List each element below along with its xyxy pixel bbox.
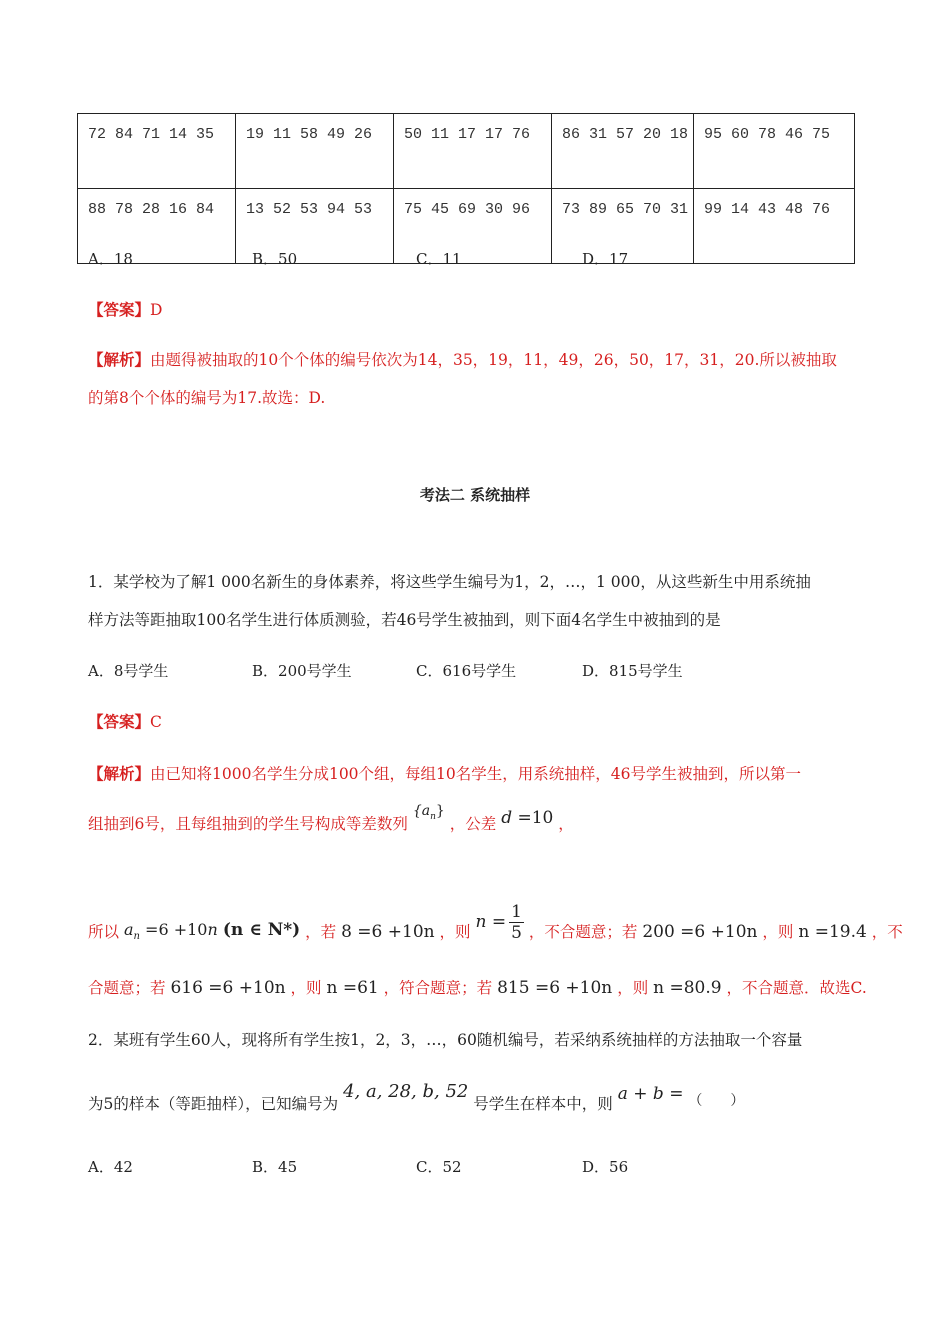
table-row — [78, 114, 855, 189]
common-difference — [501, 808, 553, 828]
table-cell: 73 89 65 70 31 — [552, 189, 694, 264]
q1-analysis-line1 — [88, 762, 801, 786]
answer-value: D — [150, 301, 163, 319]
table-cell: 19 11 58 49 26 — [236, 114, 394, 189]
q0-option-a: A．18 — [88, 250, 133, 268]
analysis-text: ，不 — [871, 923, 903, 941]
seq-brace: } — [435, 803, 445, 819]
math-var: n — [207, 920, 218, 939]
table-cell: 50 11 17 17 76 — [394, 114, 552, 189]
q1-answer — [88, 710, 162, 734]
math-var: d — [501, 808, 513, 828]
analysis-text: ， — [558, 815, 574, 833]
math-expr: =6 +10 — [139, 920, 208, 939]
q0-analysis-line2: 的第8个个体的编号为17.故选：D. — [88, 389, 326, 407]
stem-text: 为5的样本（等距抽样），已知编号为 — [88, 1095, 339, 1113]
general-term — [123, 920, 301, 943]
table-cell: 86 31 57 20 18 — [552, 114, 694, 189]
stem-text: 号学生在样本中，则 — [473, 1095, 613, 1113]
q0-option-d: D．17 — [582, 250, 629, 268]
seq-symbol: {a — [412, 803, 431, 819]
math-expr: 815 =6 +10n — [497, 978, 613, 998]
math-expr: n =61 — [326, 978, 379, 998]
q1-analysis-line4 — [88, 976, 867, 1000]
answer-tag: 【答案】 — [88, 300, 151, 319]
math-var: a — [123, 920, 134, 939]
q1-stem-line2: 样方法等距抽取100名学生进行体质测验，若46号学生被抽到，则下面4名学生中被抽到的是 — [88, 611, 721, 629]
q2-option-a: A．42 — [88, 1158, 133, 1176]
analysis-text: 合题意；若 — [88, 979, 166, 997]
table-row — [78, 189, 855, 264]
q2-stem-line1: 2．某班有学生60人，现将所有学生按1，2，3，…，60随机编号，若采纳系统抽样的方法抽取一个容量 — [88, 1031, 803, 1049]
q1-stem-line1: 1．某学校为了解1 000名新生的身体素养，将这些学生编号为1，2，…，1 000，从这些新生中用系统抽 — [88, 573, 811, 591]
fraction — [509, 902, 524, 943]
q1-analysis-line3 — [88, 902, 903, 953]
q0-option-b: B．50 — [252, 250, 298, 268]
math-expr: a + b = — [617, 1084, 684, 1104]
table-cell: 75 45 69 30 96 — [394, 189, 552, 264]
analysis-text: 由已知将1000名学生分成100个组，每组10名学生，用系统抽样，46号学生被抽到，所以第一 — [150, 765, 801, 783]
math-var: n = — [475, 912, 507, 932]
q1-option-a: A．8号学生 — [88, 662, 169, 680]
table-cell: 99 14 43 48 76 — [694, 189, 855, 264]
seq-subscript: n — [430, 811, 436, 822]
math-subscript: n — [133, 931, 140, 943]
q1-analysis-line2 — [88, 803, 574, 843]
analysis-text: ，则 — [617, 979, 649, 997]
q2-option-b: B．45 — [252, 1158, 298, 1176]
q1-option-c: C．616号学生 — [416, 662, 517, 680]
analysis-text: 组抽到6号，且每组抽到的学生号构成等差数列 — [88, 815, 408, 833]
math-expr: 616 =6 +10n — [170, 978, 286, 998]
answer-tag: 【答案】 — [88, 712, 151, 731]
math-domain: (n ∈ N*) — [222, 920, 301, 940]
answer-value: C — [150, 713, 162, 731]
table-cell: 13 52 53 94 53 — [236, 189, 394, 264]
q1-option-b: B．200号学生 — [252, 662, 352, 680]
sequence-notation — [412, 803, 445, 822]
random-number-table — [77, 113, 855, 264]
q0-answer — [88, 298, 162, 322]
q0-analysis-line1 — [88, 348, 837, 372]
math-expr: n =19.4 — [798, 922, 867, 942]
fraction-denominator: 5 — [511, 923, 522, 943]
analysis-text: ，不合题意．故选C. — [726, 979, 867, 997]
analysis-text: 所以 — [88, 923, 120, 941]
analysis-tag: 【解析】 — [88, 350, 151, 369]
q2-option-d: D．56 — [582, 1158, 629, 1176]
q2-option-c: C．52 — [416, 1158, 462, 1176]
analysis-text: ，则 — [439, 923, 471, 941]
math-expr: n =80.9 — [653, 978, 722, 998]
section-title: 考法二 系统抽样 — [419, 486, 531, 504]
math-expr: =10 — [512, 808, 554, 828]
table-cell: 95 60 78 46 75 — [694, 114, 855, 189]
table-cell: 72 84 71 14 35 — [78, 114, 236, 189]
fraction-expr — [475, 902, 523, 943]
analysis-text: 由题得被抽取的10个个体的编号依次为14，35，19，11，49，26，50，17，31，20.所以被抽取 — [150, 351, 837, 369]
number-set: 4, a, 28, b, 52 — [343, 1081, 469, 1102]
q0-option-c: C．11 — [416, 250, 462, 268]
table-cell: 88 78 28 16 84 — [78, 189, 236, 264]
math-expr: 200 =6 +10n — [642, 922, 758, 942]
analysis-text: ，则 — [762, 923, 794, 941]
answer-blank: （ ） — [688, 1093, 745, 1109]
math-expr: 8 =6 +10n — [341, 922, 435, 942]
fraction-numerator: 1 — [511, 902, 522, 922]
q1-option-d: D．815号学生 — [582, 662, 683, 680]
analysis-text: ，公差 — [449, 815, 497, 833]
analysis-text: ，若 — [305, 923, 337, 941]
analysis-text: ，符合题意；若 — [383, 979, 493, 997]
analysis-text: ，不合题意；若 — [528, 923, 638, 941]
analysis-tag: 【解析】 — [88, 764, 151, 783]
q2-stem-line2 — [88, 1081, 745, 1117]
analysis-text: ，则 — [290, 979, 322, 997]
